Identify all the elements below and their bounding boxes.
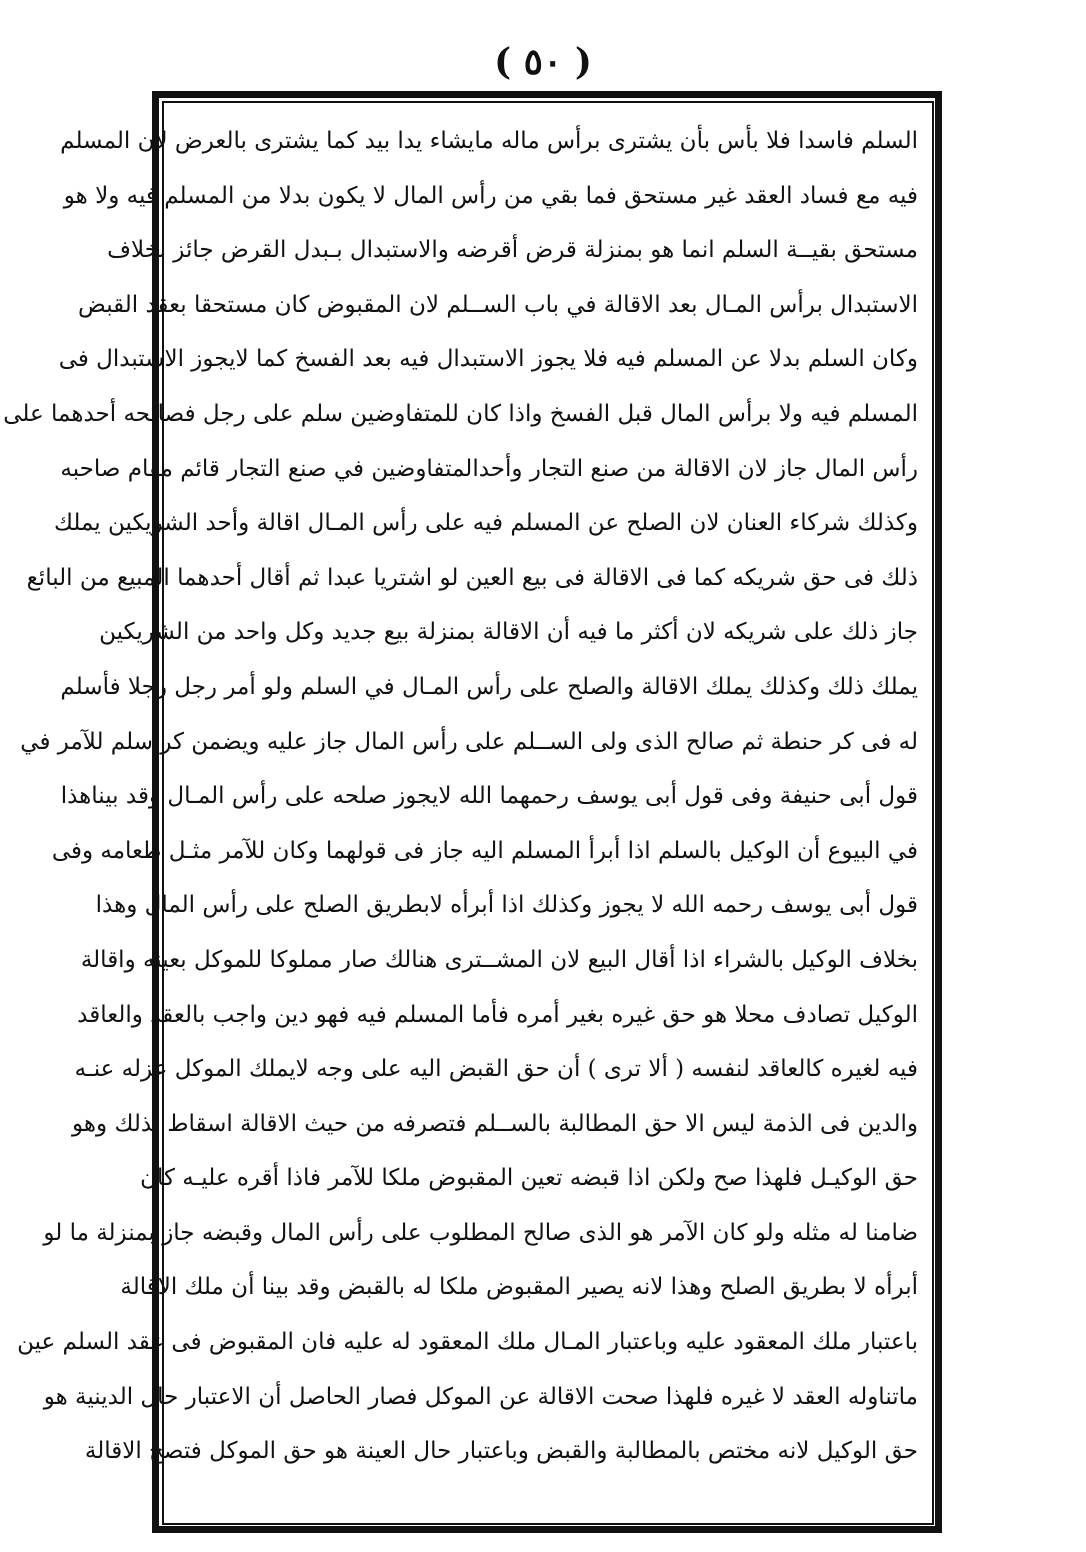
text-line: جاز ذلك على شريكه لان أكثر ما فيه أن الاقالة بمنزلة بيع جديد وكل واحد من الشريكين (99, 619, 918, 646)
text-line: الوكيل تصادف محلا هو حق غيره بغير أمره فأما المسلم فيه فهو دين واجب بالعقد والعاقد (77, 1001, 918, 1028)
text-line: مستحق بقيــة السلم انما هو بمنزلة قرض أقرضه والاستبدال بـبدل القرض جائز بخلاف (107, 237, 918, 264)
text-line: المسلم فيه ولا برأس المال قبل الفسخ واذا كان للمتفاوضين سلم على رجل فصالحه أحدهما على (3, 400, 918, 427)
text-line: أبرأه لا بطريق الصلح وهذا لانه يصير المقبوض ملكا له بالقبض وقد بينا أن ملك الاقالة (120, 1274, 918, 1301)
text-line: ضامنا له مثله ولو كان الآمر هو الذى صالح المطلوب على رأس المال وقبضه جاز بمنزلة ما لو (43, 1219, 918, 1246)
text-line: رأس المال جاز لان الاقالة من صنع التجار وأحدالمتفاوضين في صنع التجار قائم مقام صاحبه (60, 455, 918, 482)
text-line: السلم فاسدا فلا بأس بأن يشترى برأس ماله مايشاء يدا بيد كما يشترى بالعرض لان المسلم (60, 128, 918, 154)
text-line: فيه لغيره كالعاقد لنفسه ( ألا ترى ) أن حق القبض اليه على وجه لايملك الموكل عزله عنـه (74, 1056, 918, 1083)
text-line: الاستبدال برأس المـال بعد الاقالة في باب الســلم لان المقبوض كان مستحقا بعقد القبض (78, 291, 918, 318)
text-line: وكان السلم بدلا عن المسلم فيه فلا يجوز الاستبدال فيه بعد الفسخ كما لايجوز الاستبدال فى (58, 346, 918, 373)
text-line: ماتناوله العقد لا غيره فلهذا صحت الاقالة عن الموكل فصار الحاصل أن الاعتبار حال الدينية هو (43, 1383, 918, 1410)
page-number: ( ٥٠ ) (494, 41, 592, 83)
text-block (3, 114, 918, 1514)
text-line: قول أبى يوسف رحمه الله لا يجوز وكذلك اذا أبرأه لابطريق الصلح على رأس المال وهذا (95, 892, 918, 919)
text-line: باعتبار ملك المعقود عليه وباعتبار المـال ملك المعقود له عليه فان المقبوض فى عقد السلم عين (17, 1329, 918, 1356)
text-line: ذلك فى حق شريكه كما فى الاقالة فى بيع العين لو اشتريا عبدا ثم أقال أحدهما المبيع من البائع (26, 564, 918, 591)
text-line: وكذلك شركاء العنان لان الصلح عن المسلم فيه على رأس المـال اقالة وأحد الشريكين يملك (54, 510, 918, 537)
text-line: حق الوكيل لانه مختص بالمطالبة والقبض وباعتبار حال العينة هو حق الموكل فتصح الاقالة (84, 1438, 918, 1465)
text-line: في البيوع أن الوكيل بالسلم اذا أبرأ المسلم اليه جاز فى قولهما وكان للآمر مثـل طعامه وفى (51, 837, 918, 864)
text-line: حق الوكيـل فلهذا صح ولكن اذا قبضه تعين المقبوض ملكا للآمر فاذا أقره عليـه كان (140, 1165, 918, 1192)
text-line: له فى كر حنطة ثم صالح الذى ولى الســلم على رأس المال جاز عليه ويضمن كر سلم للآمر في (20, 728, 918, 755)
text-line: يملك ذلك وكذلك يملك الاقالة والصلح على رأس المـال في السلم ولو أمر رجل رجلا فأسلم (60, 673, 918, 700)
text-line: بخلاف الوكيل بالشراء اذا أقال البيع لان المشــترى هنالك صار مملوكا للموكل بعينه واقالة (80, 946, 918, 973)
text-line: والدين فى الذمة ليس الا حق المطالبة بالســلم فتصرفه من حيث الاقالة اسقاط لذلك وهو (72, 1110, 918, 1137)
text-line: فيه مع فساد العقد غير مستحق فما بقي من رأس المال لا يكون بدلا من المسلم فيه ولا هو (63, 182, 918, 209)
text-line: قول أبى حنيفة وفى قول أبى يوسف رحمهما الله لايجوز صلحه على رأس المـال وقد بيناهذا (60, 783, 918, 810)
